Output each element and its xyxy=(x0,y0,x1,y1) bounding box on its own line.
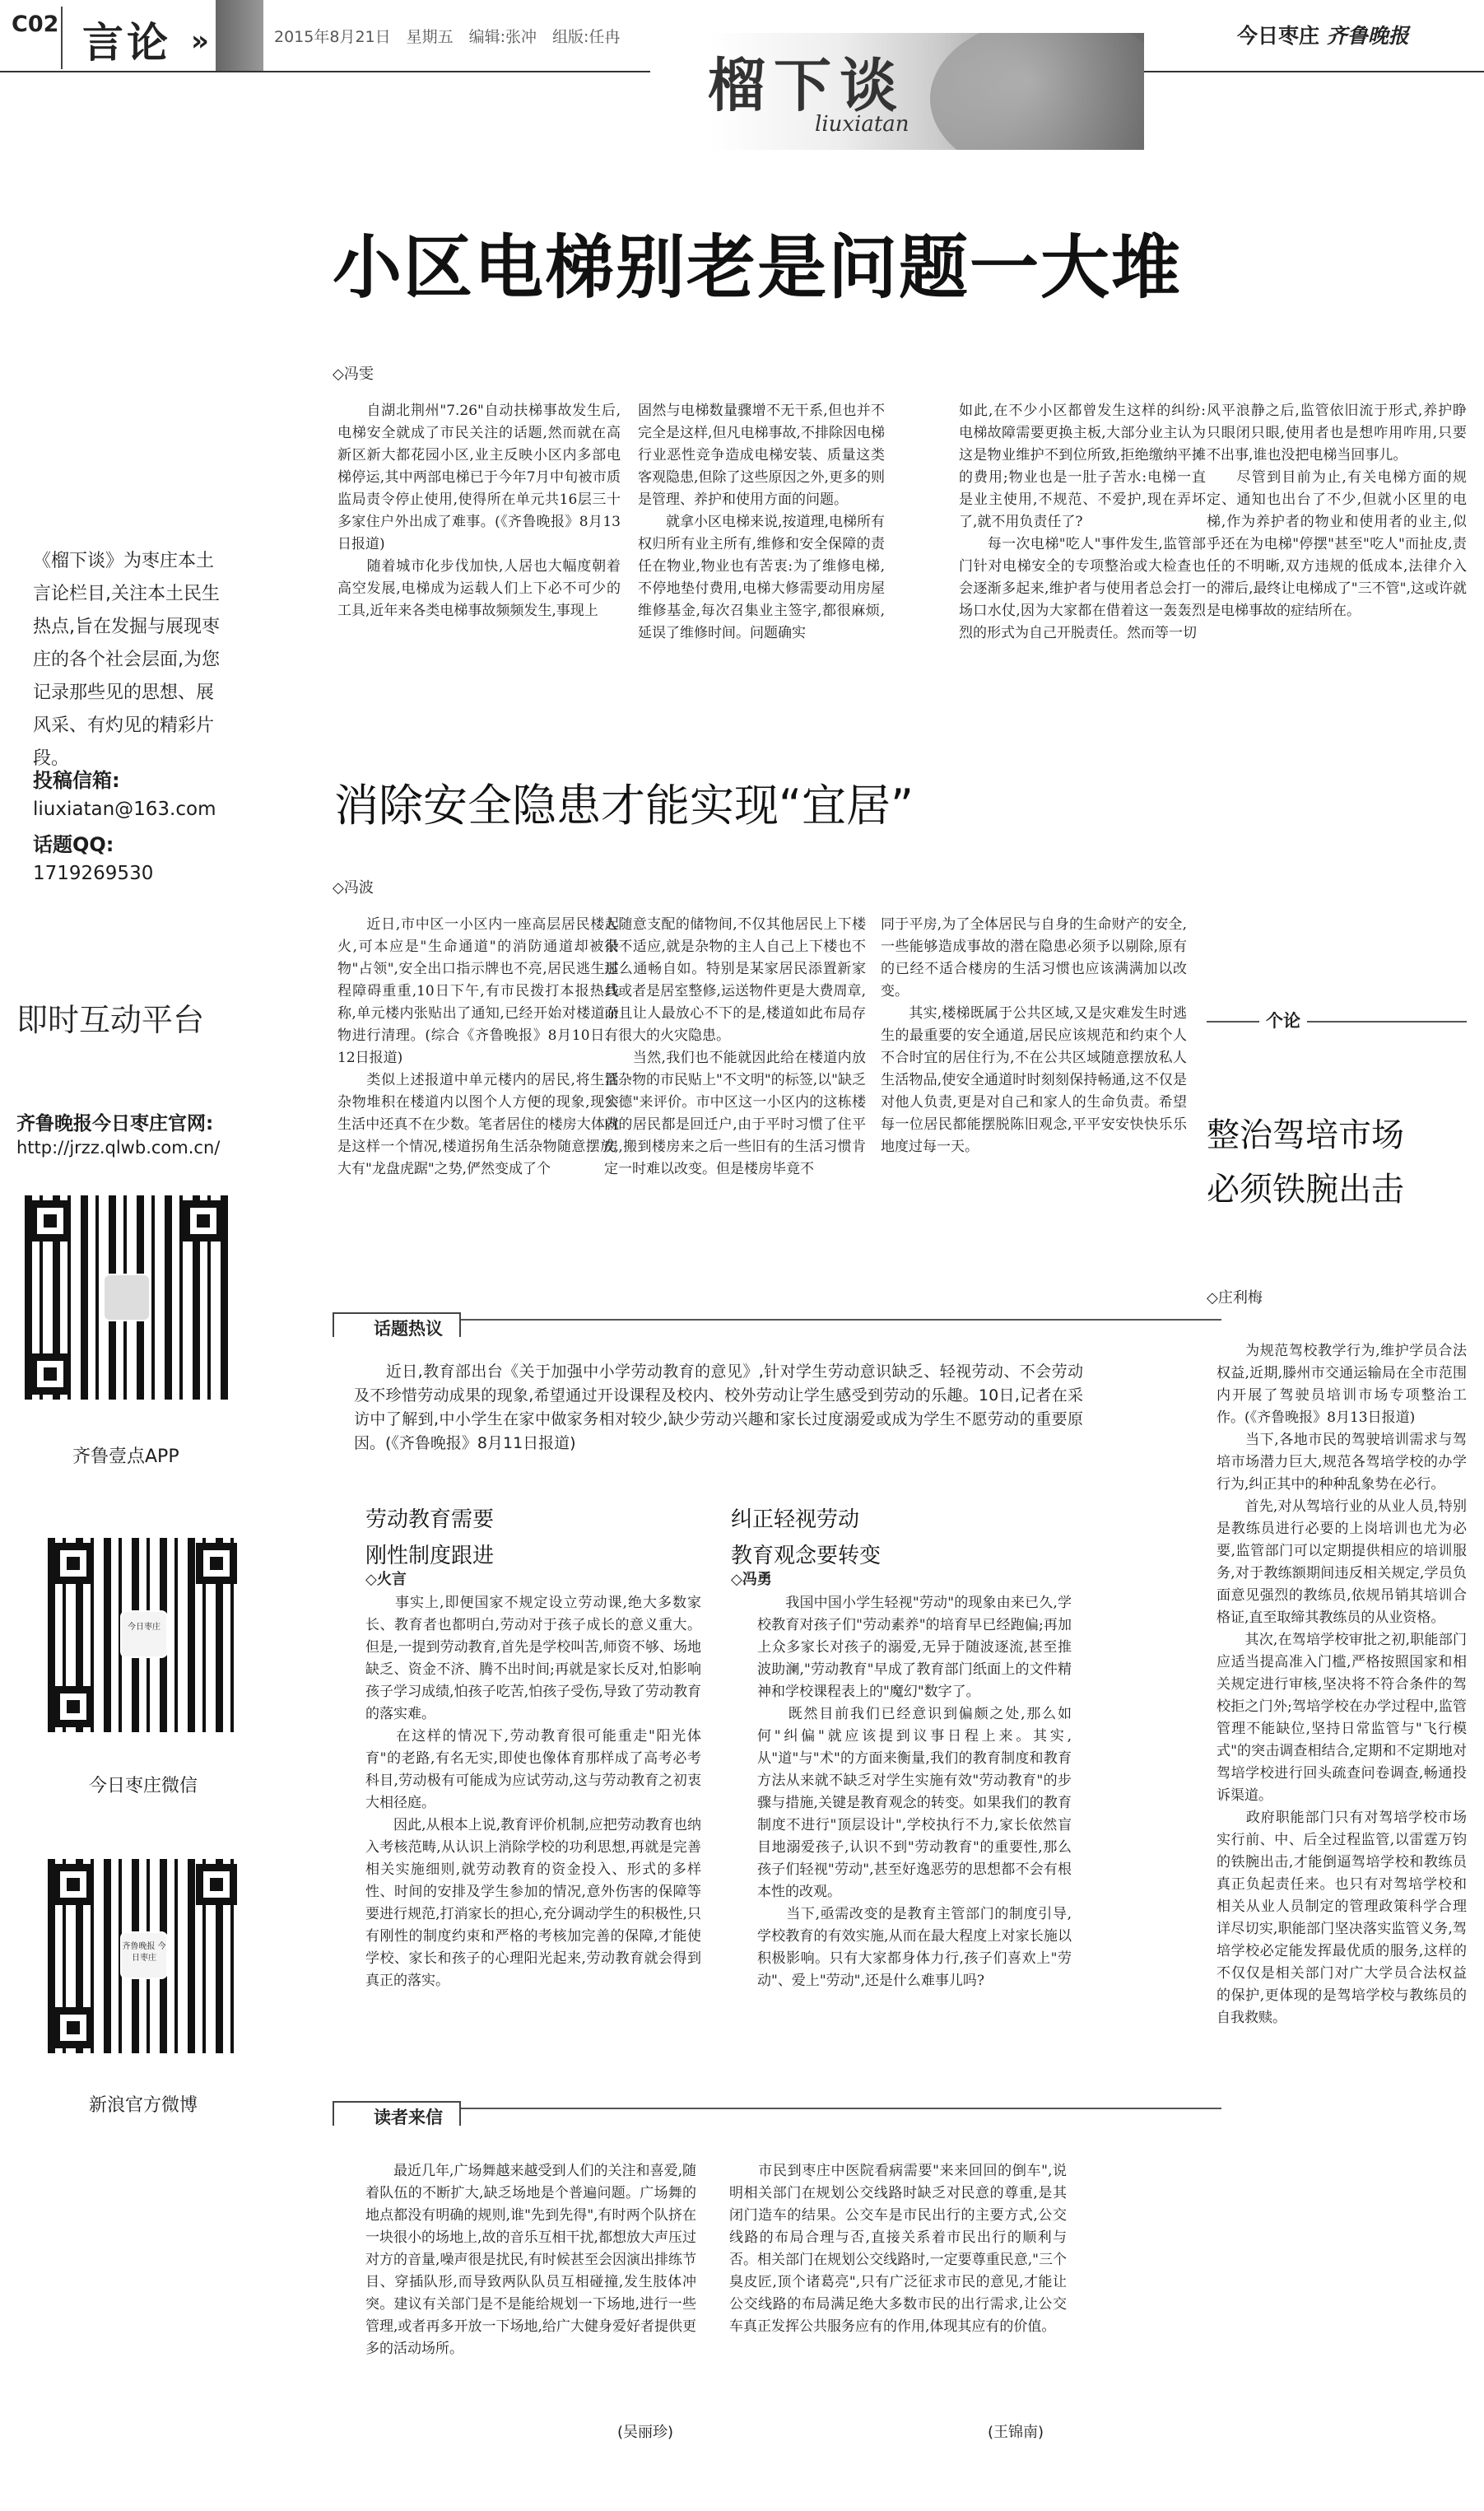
qr-code-weibo xyxy=(48,1859,242,2053)
website-url[interactable]: http://jrzz.qlwb.com.cn/ xyxy=(16,1138,221,1158)
hot-topic-label: 话题热议 xyxy=(374,1319,443,1339)
hot-topic-summary: 近日,教育部出台《关于加强中小学劳动教育的意见》,针对学生劳动意识缺乏、轻视劳动、不会劳动及不珍惜劳动成果的现象,希望通过开设课程及校内、校外劳动让学生感受到劳动的乐趣。10日,记者在采访中了解到,中小学生在家中做家务相对较少,缺少劳动兴趣和家长过度溺爱或成为学生不愿劳动的重要原因。(《齐鲁晚报》8月11日报道) xyxy=(354,1363,1083,1452)
qr-finder xyxy=(183,1200,224,1242)
qr-finder xyxy=(53,1686,94,1727)
hot-topic-b-byline: ◇冯勇 xyxy=(731,1571,772,1588)
article2-headline: 消除安全隐患才能实现“宜居” xyxy=(334,780,914,832)
app-logo-icon xyxy=(103,1274,151,1321)
hot-topic-b-body: 我国中国小学生轻视"劳动"的现象由来已久,学校教育对孩子们"劳动素养"的培育早已经跑偏;再加上众多家长对孩子的溺爱,无异于随波逐流,甚至推波助澜,"劳动教育"早成了教育部门纸面上的文件精神和学校课程表上的"魔幻"数字了。 既然目前我们已经意识到偏颇之处,那么如何"纠偏"就应该提到议事日程上来。其实,从"道"与"术"的方面来衡量,我们的教育制度和教育方法从来就不缺乏对学生实施有效"劳动教育"的步骤与措施,关键是教育观念的转变。如果我们的教育制度不进行"顶层设计",学校执行不力,家长依然盲目地溺爱孩子,认识不到"劳动教育"的重要性,那么孩子们轻视"劳动",甚至好逸恶劳的思想都不会有根本性的改观。 当下,亟需改变的是教育主管部门的制度引导,学校教育的有效实施,从而在最大程度上对家长施以积极影响。只有大家都身体力行,孩子们喜欢上"劳动"、爱上"劳动",还是什么难事儿吗? xyxy=(757,1595,1072,1989)
letters-b-body: 市民到枣庄中医院看病需要"来来回回的倒车",说明相关部门在规划公交线路时缺乏对民意的尊重,是其闭门造车的结果。公交车是市民出行的主要方式,公交线路的布局合理与否,直接关系着市民出行的顺利与否。相关部门在规划公交线路时,一定要尊重民意,"三个臭皮匠,顶个诸葛亮",只有广泛征求市民的意见,才能让公交线路的布局满足绝大多数市民的出行需求,让公交车真正发挥公共服务应有的作用,体现其应有的价值。 xyxy=(729,2163,1067,2335)
article2-col3: 同于平房,为了全体居民与自身的生命财产的安全,一些能够造成事故的潜在隐患必须予以剔除,原有的已经不适合楼房的生活习惯也应该满满加以改变。 其实,楼梯既属于公共区域,又是灾难发生时逃生的最重要的安全通道,居民应该规范和约束个人不合时宜的居住行为,不在公共区域随意摆放私人生活物品,使安全通道时时刻刻保持畅通,这不仅是对他人负责,更是对自己和家人的生命负责。希望每一位居民都能摆脱陈旧观念,平平安安快快乐乐地度过每一天。 xyxy=(881,916,1187,1155)
opinion-headline: 整治驾培市场 必须铁腕出击 xyxy=(1207,1116,1404,1209)
qr-finder xyxy=(196,1864,237,1905)
article1-col1: 自湖北荆州"7.26"自动扶梯事故发生后,电梯安全就成了市民关注的话题,然而就在高新区新大都花园小区,业主反映小区内多部电梯停运,其中两部电梯已于今年7月中旬被市质监局责令停止使用,使得所在单元共16层三十多家住户外出成了难事。(《齐鲁晚报》8月13日报道) 随着城市化步伐加快,人居也大幅度朝着高空发展,电梯成为运载人们上下必不可少的工具,近年来各类电梯事故频频发生,事现上 xyxy=(337,403,621,619)
date-line: 2015年8月21日 星期五 编辑:张冲 组版:任冉 xyxy=(274,28,621,46)
header-divider xyxy=(61,7,63,69)
opinion-byline: ◇庄利梅 xyxy=(1207,1289,1263,1307)
qr-finder xyxy=(53,1864,94,1905)
opinion-body: 为规范驾校教学行为,维护学员合法权益,近期,滕州市交通运输局在全市范围内开展了驾驶员培训市场专项整治工作。(《齐鲁晚报》8月13日报道) 当下,各地市民的驾驶培训需求与驾培市场潜力巨大,规范各驾培学校的办学行为,纠正其中的种种乱象势在必行。 首先,对从驾培行业的从业人员,特别是教练员进行必要的上岗培训也尤为必要,监管部门可以定期提供相应的培训服务,对于教练额期间违反相关规定,学员负面意见强烈的教练员,依规吊销其培训合格证,直至取缔其教练员的从业资格。 其次,在驾培学校审批之初,职能部门应适当提高准入门槛,严格按照国家和相关规定进行审核,坚决将不符合条件的驾校拒之门外;驾培学校在办学过程中,监管管理不能缺位,坚持日常监管与"飞行模式"的突击调查相结合,定期和不定期地对驾培学校进行回头疏查问卷调查,畅通投诉渠道。 政府职能部门只有对驾培学校市场实行前、中、后全过程监管,以雷霆万钧的铁腕出击,才能倒逼驾培学校和教练员真正负起责任来。也只有对驾培学校和相关从业人员制定的管理政策科学合理详尽切实,职能部门坚决落实监管义务,驾培学校必定能发挥最优质的服务,这样的不仅仅是相关部门对广大学员合法权益的保护,更体现的是驾培学校与教练员的自我救赎。 xyxy=(1217,1343,1467,2026)
qr-finder xyxy=(53,2007,94,2048)
qr-finder xyxy=(53,1543,94,1584)
qr-finder xyxy=(30,1353,71,1395)
letters-a-signature: (吴丽珍) xyxy=(617,2424,674,2441)
qr2-logo-text: 今日枣庄 xyxy=(128,1623,160,1632)
article1-byline: ◇冯雯 xyxy=(333,366,374,383)
paper-name-1: 今日枣庄 xyxy=(1237,24,1320,48)
article2-col1: 近日,市中区一小区内一座高层居民楼起火,可本应是"生命通道"的消防通道却被杂物"占领",安全出口指示牌也不亮,居民逃生过程障碍重重,10日下午,有市民拨打本报热线称,单元楼内张贴出了通知,已经开始对楼道杂物进行清理。(综合《齐鲁晚报》8月10日、12日报道) 类似上述报道中单元楼内的居民,将生活杂物堆积在楼道内以图个人方便的现象,现实生活中还真不在少数。笔者居住的楼房大体就是这样一个情况,楼道拐角生活杂物随意摆放,大有"龙盘虎踞"之势,俨然变成了个 xyxy=(337,916,619,1177)
foliage-decoration xyxy=(930,33,1144,150)
hot-topic-rule xyxy=(333,1319,1221,1321)
article1-headline: 小区电梯别老是问题一大堆 xyxy=(333,227,1183,308)
opinion-label: 个论 xyxy=(1259,1008,1307,1032)
sidebar-intro: 《榴下谈》为枣庄本土言论栏目,关注本土民生热点,旨在发掘与展现枣庄的各个社会层面,为您记录那些见的思想、展风采、有灼见的精彩片段。 xyxy=(33,551,220,769)
qr-finder xyxy=(30,1200,71,1242)
paper-name xyxy=(1237,20,1409,49)
qq-number: 1719269530 xyxy=(33,863,154,884)
column-logo-en: liuxiatan xyxy=(815,112,909,137)
letters-a-body: 最近几年,广场舞越来越受到人们的关注和喜爱,随着队伍的不断扩大,缺乏场地是个普遍问题。广场舞的地点都没有明确的规则,谁"先到先得",有时两个队挤在一块很小的场地上,故的音乐互相干扰,都想放大声压过对方的音量,噪声很是扰民,有时候甚至会因演出排练节目、穿插队形,而导致两队队员互相碰撞,发生肢体冲突。建议有关部门是不是能给规划一下场地,进行一些管理,或者再多开放一下场地,给广大健身爱好者提供更多的活动场所。 xyxy=(365,2163,696,2357)
article2-byline: ◇冯波 xyxy=(333,879,374,897)
email-address[interactable]: liuxiatan@163.com xyxy=(33,799,216,820)
platform-title: 即时互动平台 xyxy=(16,1002,205,1038)
letters-label: 读者来信 xyxy=(374,2108,443,2127)
page-code: C02 xyxy=(12,12,59,37)
qr1-caption: 齐鲁壹点APP xyxy=(72,1447,179,1467)
article1-col2: 固然与电梯数量骤增不无干系,但也并不完全是这样,但凡电梯事故,不排除因电梯行业恶性竞争造成电梯安装、质量这类客观隐患,但除了这些原因之外,更多的则是管理、养护和使用方面的问题。 就拿小区电梯来说,按道理,电梯所有权归所有业主所有,维修和安全保障的责任在物业,物业也有苦衷:为了维修电梯,不停地垫付费用,电梯大修需要动用房屋维修基金,每次召集业主签字,都很麻烦,延误了维修时间。问题确实 xyxy=(638,403,885,641)
chevron-right-icon: » xyxy=(191,25,209,58)
qr2-caption: 今日枣庄微信 xyxy=(89,1776,198,1796)
weibo-logo-icon xyxy=(120,1931,168,1979)
hot-topic-a-byline: ◇火言 xyxy=(365,1571,407,1588)
paper-name-2: 齐鲁晚报 xyxy=(1326,24,1409,48)
article1-col3: 如此,在不少小区都曾发生这样的纠纷:电梯故障需要更换主板,大部分业主认为这是物业维护不到位所致,拒绝缴纳平摊的费用;物业也是一肚子苦水:电梯一直是业主使用,不规范、不爱护,现在弄坏了,就不用负责任了? 每一次电梯"吃人"事件发生,监管部门针对电梯安全的专项整治或大检查也会逐渐多起来,维护者与使用者总会打一场口水仗,因为大家都在借着这一轰轰烈烈的形式为自己开脱责任。然而等一切 xyxy=(959,403,1206,641)
qr3-caption: 新浪官方微博 xyxy=(89,2095,198,2116)
letters-rule xyxy=(333,2108,1221,2109)
column-logo-banner xyxy=(650,33,1144,150)
article2-col2: 人随意支配的储物间,不仅其他居民上下楼很不适应,就是杂物的主人自己上下楼也不那么通畅自如。特别是某家居民添置新家具或者是居室整修,运送物件更是大费周章,而且让人最放心不下的是,楼道如此布局存有很大的火灾隐患。 当然,我们也不能就因此给在楼道内放置杂物的市民贴上"不文明"的标签,以"缺乏公德"来评价。市中区这一小区内的这栋楼内的居民都是回迁户,由于平时习惯了住平房,搬到楼房来之后一些旧有的生活习惯肯定一时难以改变。但是楼房毕竟不 xyxy=(604,916,866,1177)
hot-topic-a-title: 劳动教育需要 刚性制度跟进 xyxy=(365,1507,495,1568)
letters-b-signature: (王锦南) xyxy=(988,2424,1044,2441)
hot-topic-b-title: 纠正轻视劳动 教育观念要转变 xyxy=(731,1507,882,1568)
opinion-rule xyxy=(1207,1021,1467,1023)
qr-finder xyxy=(196,1543,237,1584)
wechat-logo-icon xyxy=(120,1610,168,1658)
website-label: 齐鲁晚报今日枣庄官网: xyxy=(16,1113,214,1134)
hot-topic-a-body: 事实上,即便国家不规定设立劳动课,绝大多数家长、教育者也都明白,劳动对于孩子成长的意义重大。但是,一提到劳动教育,首先是学校叫苦,师资不够、场地缺乏、资金不济、腾不出时间;再就是家长反对,怕影响孩子学习成绩,怕孩子吃苦,怕孩子受伤,导致了劳动教育的落实难。 在这样的情况下,劳动教育很可能重走"阳光体育"的老路,有名无实,即使也像体育那样成了高考必考科目,劳动极有可能成为应试劳动,这与劳动教育之初衷大相径庭。 因此,从根本上说,教育评价机制,应把劳动教育也纳入考核范畴,从认识上消除学校的功利思想,再就是完善相关实施细则,就劳动教育的资金投入、形式的多样性、时间的安排及学生参加的情况,意外伤害的保障等要进行规范,打消家长的担心,充分调动学生的积极性,只有刚性的制度约束和严格的考核加完善的保障,才能使学校、家长和孩子的心理阳光起来,劳动教育就会得到真正的落实。 xyxy=(365,1595,701,1989)
column-logo-cn: 榴下谈 xyxy=(708,52,905,119)
article1-col4: 风平浪静之后,监管依旧流于形式,养护睁只眼闭只眼,使用者也是想咋用咋用,只要不出事,谁也没把电梯当回事儿。 尽管到目前为止,有关电梯方面的规定、通知也出台了不少,但就小区里的电梯,作为养护者的物业和使用者的业主,似乎还在为电梯"停摆"甚至"吃人"而扯皮,责任的不明晰,双方违规的低成本,法律介入的滞后,最终让电梯成了"三不管",这或许就是电梯事故的症结所在。 xyxy=(1207,403,1467,619)
header-shade-block xyxy=(216,0,263,71)
section-title: 言论 xyxy=(82,19,171,67)
qr3-logo-text: 齐鲁晚报 今日枣庄 xyxy=(122,1942,166,1963)
qr-code-app xyxy=(25,1195,229,1400)
qq-label: 话题QQ: xyxy=(33,833,114,856)
qr-code-wechat xyxy=(48,1538,242,1732)
email-label: 投稿信箱: xyxy=(33,769,120,792)
